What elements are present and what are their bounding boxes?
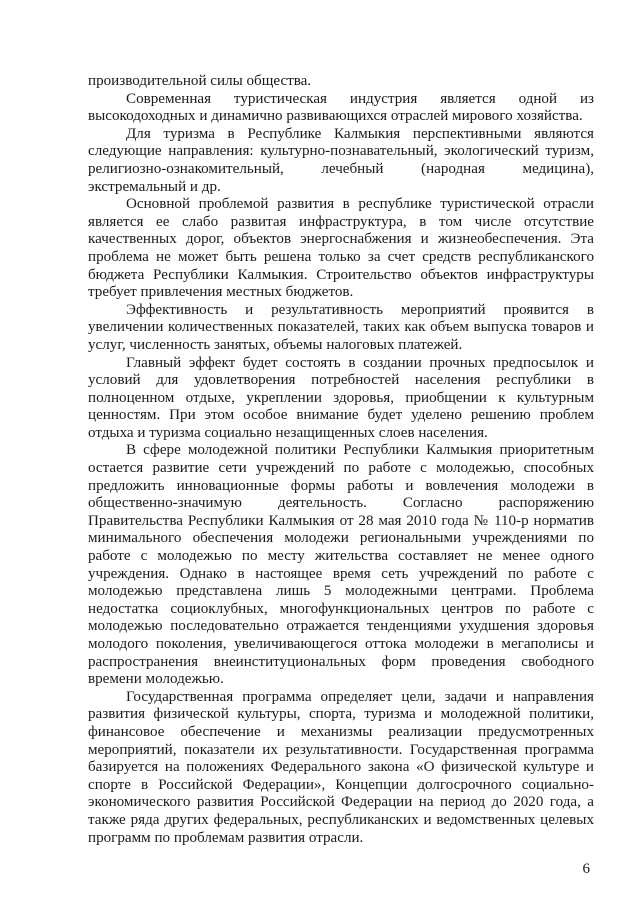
paragraph-continuation: производительной силы общества. — [88, 73, 312, 89]
paragraph-youth-policy: В сфере молодежной политики Республики Калмыкия приоритетным остается развитие сети учреждений по работе с молодежью, способных предложить инновационные формы работы и вовлечения молодежи в общественно-значимую деятельность. Согласно распоряжению Правительства Республики Калмыкия от 28 мая 2010 года № 110-р норматив минимального обеспечения молодежи региональными учреждениями по работе с молодежью по месту жительства составляет не менее одного учреждения. Однако в настоящее время сеть учреждений по работе с молодежью представлена лишь 5 молодежными центрами. Проблема недостатка социоклубных, многофункциональных центров по работе с молодежью последовательно отражается тенденциями ухудшения здоровья молодого поколения, увеличивающегося оттока молодежи в мегаполисы и распространения внеинституциональных форм проведения свободного времени молодежью. — [88, 442, 594, 688]
paragraph-infrastructure-problem: Основной проблемой развития в республике туристической отрасли является ее слабо развитая инфраструктура, в том числе отсутствие качественных дорог, объектов энергоснабжения и жизнеобеспечения. Эта проблема не может быть решена только за счет средств республиканского бюджета Республики Калмыкия. Строительство объектов инфраструктуры требует привлечения местных бюджетов. — [88, 196, 594, 301]
page-number: 6 — [582, 861, 590, 877]
document-text-body — [88, 73, 594, 847]
paragraph-main-effect: Главный эффект будет состоять в создании прочных предпосылок и условий для удовлетворения потребностей населения республики в полноценном отдыхе, укреплении здоровья, приобщении к культурным ценностям. При этом особое внимание будет уделено решению проблем отдыха и туризма социально незащищенных слоев населения. — [88, 354, 594, 441]
paragraph-tourism-directions: Для туризма в Республике Калмыкия перспективными являются следующие направления: культурно-познавательный, экологический туризм, религиозно-ознакомительный, лечебный (народная медицина), экстремальный и др. — [88, 125, 594, 195]
paragraph-effectiveness: Эффективность и результативность мероприятий проявится в увеличении количественных показателей, таких как объем выпуска товаров и услуг, численность занятых, объемы налоговых платежей. — [88, 301, 594, 353]
paragraph-tourism-industry: Современная туристическая индустрия является одной из высокодоходных и динамично развивающихся отраслей мирового хозяйства. — [88, 90, 594, 125]
paragraph-state-program: Государственная программа определяет цели, задачи и направления развития физической культуры, спорта, туризма и молодежной политики, финансовое обеспечение и механизмы реализации предусмотренных мероприятий, показатели их результативности. Государственная программа базируется на положениях Федерального закона «О физической культуре и спорте в Российской Федерации», Концепции долгосрочного социально-экономического развития Российской Федерации на период до 2020 года, а также ряда других федеральных, республиканских и ведомственных целевых программ по проблемам развития отрасли. — [88, 688, 594, 846]
